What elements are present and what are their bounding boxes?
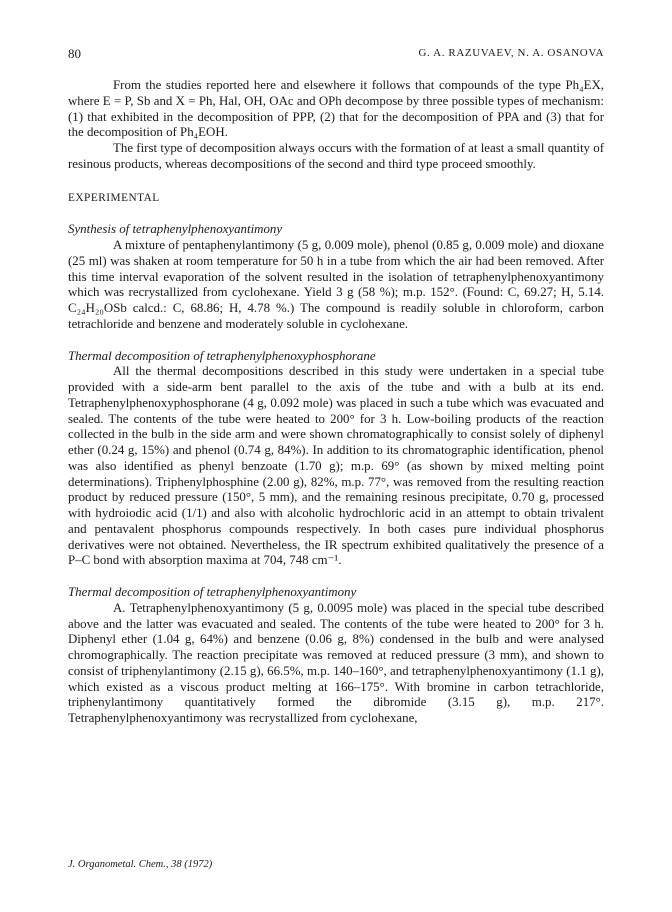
antimony-paragraph: A. Tetraphenylphenoxyantimony (5 g, 0.0095 mole) was placed in the special tube described above and the latter was evacuated and sealed. The contents of the tube were heated to 200° for 3 h. Diphenyl ether (1.04 g, 64%) and benzene (0.06 g, 8%) condensed in the bulb and were analysed chromographically. The reaction precipitate was removed at reduced pressure (3 mm), and shown to consist of triphenylantimony (2.15 g), 66.5%, m.p. 140–160°, and tetraphenylphenoxyantimony (1.1 g), which existed as a viscous product melting at 166–175°. With bromine in carbon tetrachloride, triphenylantimony quantitatively formed the dibromide (3.15 g), m.p. 217°. Tetraphenylphenoxyantimony was recrystallized from cyclohexane,: [68, 600, 604, 725]
section-heading-experimental: EXPERIMENTAL: [68, 191, 160, 204]
subsection-title-antimony: Thermal decomposition of tetraphenylphenoxyantimony: [68, 585, 357, 599]
intro-paragraph-1: From the studies reported here and elsewhere it follows that compounds of the type Ph₄EX, where E = P, Sb and X = Ph, Hal, OH, OAc and OPh decompose by three possible types of mechanism: (1) that exhibited in the decomposition of PPP, (2) that for the decomposition of PPA and (3) that for the decomposition of Ph₄EOH.: [68, 78, 604, 140]
phosphorane-paragraph: All the thermal decompositions described in this study were undertaken in a special tube provided with a side-arm bent parallel to the axis of the tube and with a bulb at its end. Tetraphenylphenoxyphosphorane (4 g, 0.092 mole) was placed in such a tube which was evacuated and sealed. The contents of the tube were heated to 200° for 3 h. Low-boiling products of the reaction collected in the bulb in the side arm and were shown chromatographically to consist solely of diphenyl ether (0.24 g, 15%) and phenol (0.74 g, 84%). In addition to its chromatographic identification, phenol was also identified as phenyl benzoate (1.70 g); m.p. 69° (as shown by mixed melting point determinations). Triphenylphosphine (2.00 g), 82%, m.p. 77°, was removed from the resulting reaction product by reduced pressure (150°, 5 mm), and the remaining resinous precipitate, 0.70 g, processed with hydroiodic acid (1/1) and also with alcoholic hydrochloric acid in an attempt to obtain trivalent and pentavalent phosphorus compounds respectively. In both cases pure individual phosphorus derivatives were not obtained. Nevertheless, the IR spectrum exhibited qualitatively the presence of a P–C bond with absorption maxima at 704, 748 cm⁻¹.: [68, 364, 604, 568]
page-number: 80: [68, 46, 81, 61]
page-header: [68, 46, 604, 62]
article-body: [68, 78, 604, 727]
synthesis-paragraph: A mixture of pentaphenylantimony (5 g, 0.009 mole), phenol (0.85 g, 0.009 mole) and dioxane (25 ml) was shaken at room temperature for 50 h in a tube from which the air had been removed. After this time interval evaporation of the solvent resulted in the isolation of tetraphenylphenoxyantimony which was recrystallized from cyclohexane. Yield 3 g (58 %); m.p. 152°. (Found: C, 69.27; H, 5.14. C₂₄H₂₀OSb calcd.: C, 68.86; H, 4.78 %.) The compound is readily soluble in chloroform, carbon tetrachloride and benzene and moderately soluble in cyclohexane.: [68, 238, 604, 331]
subsection-title-synthesis: Synthesis of tetraphenylphenoxyantimony: [68, 222, 283, 237]
journal-citation-footer: J. Organometal. Chem., 38 (1972): [68, 859, 213, 870]
intro-paragraph-2: The first type of decomposition always occurs with the formation of at least a small quantity of resinous products, whereas decompositions of the second and third type proceed smoothly.: [68, 141, 604, 171]
running-head: G. A. RAZUVAEV, N. A. OSANOVA: [418, 47, 604, 59]
subsection-title-phosphorane: Thermal decomposition of tetraphenylphenoxyphosphorane: [68, 348, 376, 363]
